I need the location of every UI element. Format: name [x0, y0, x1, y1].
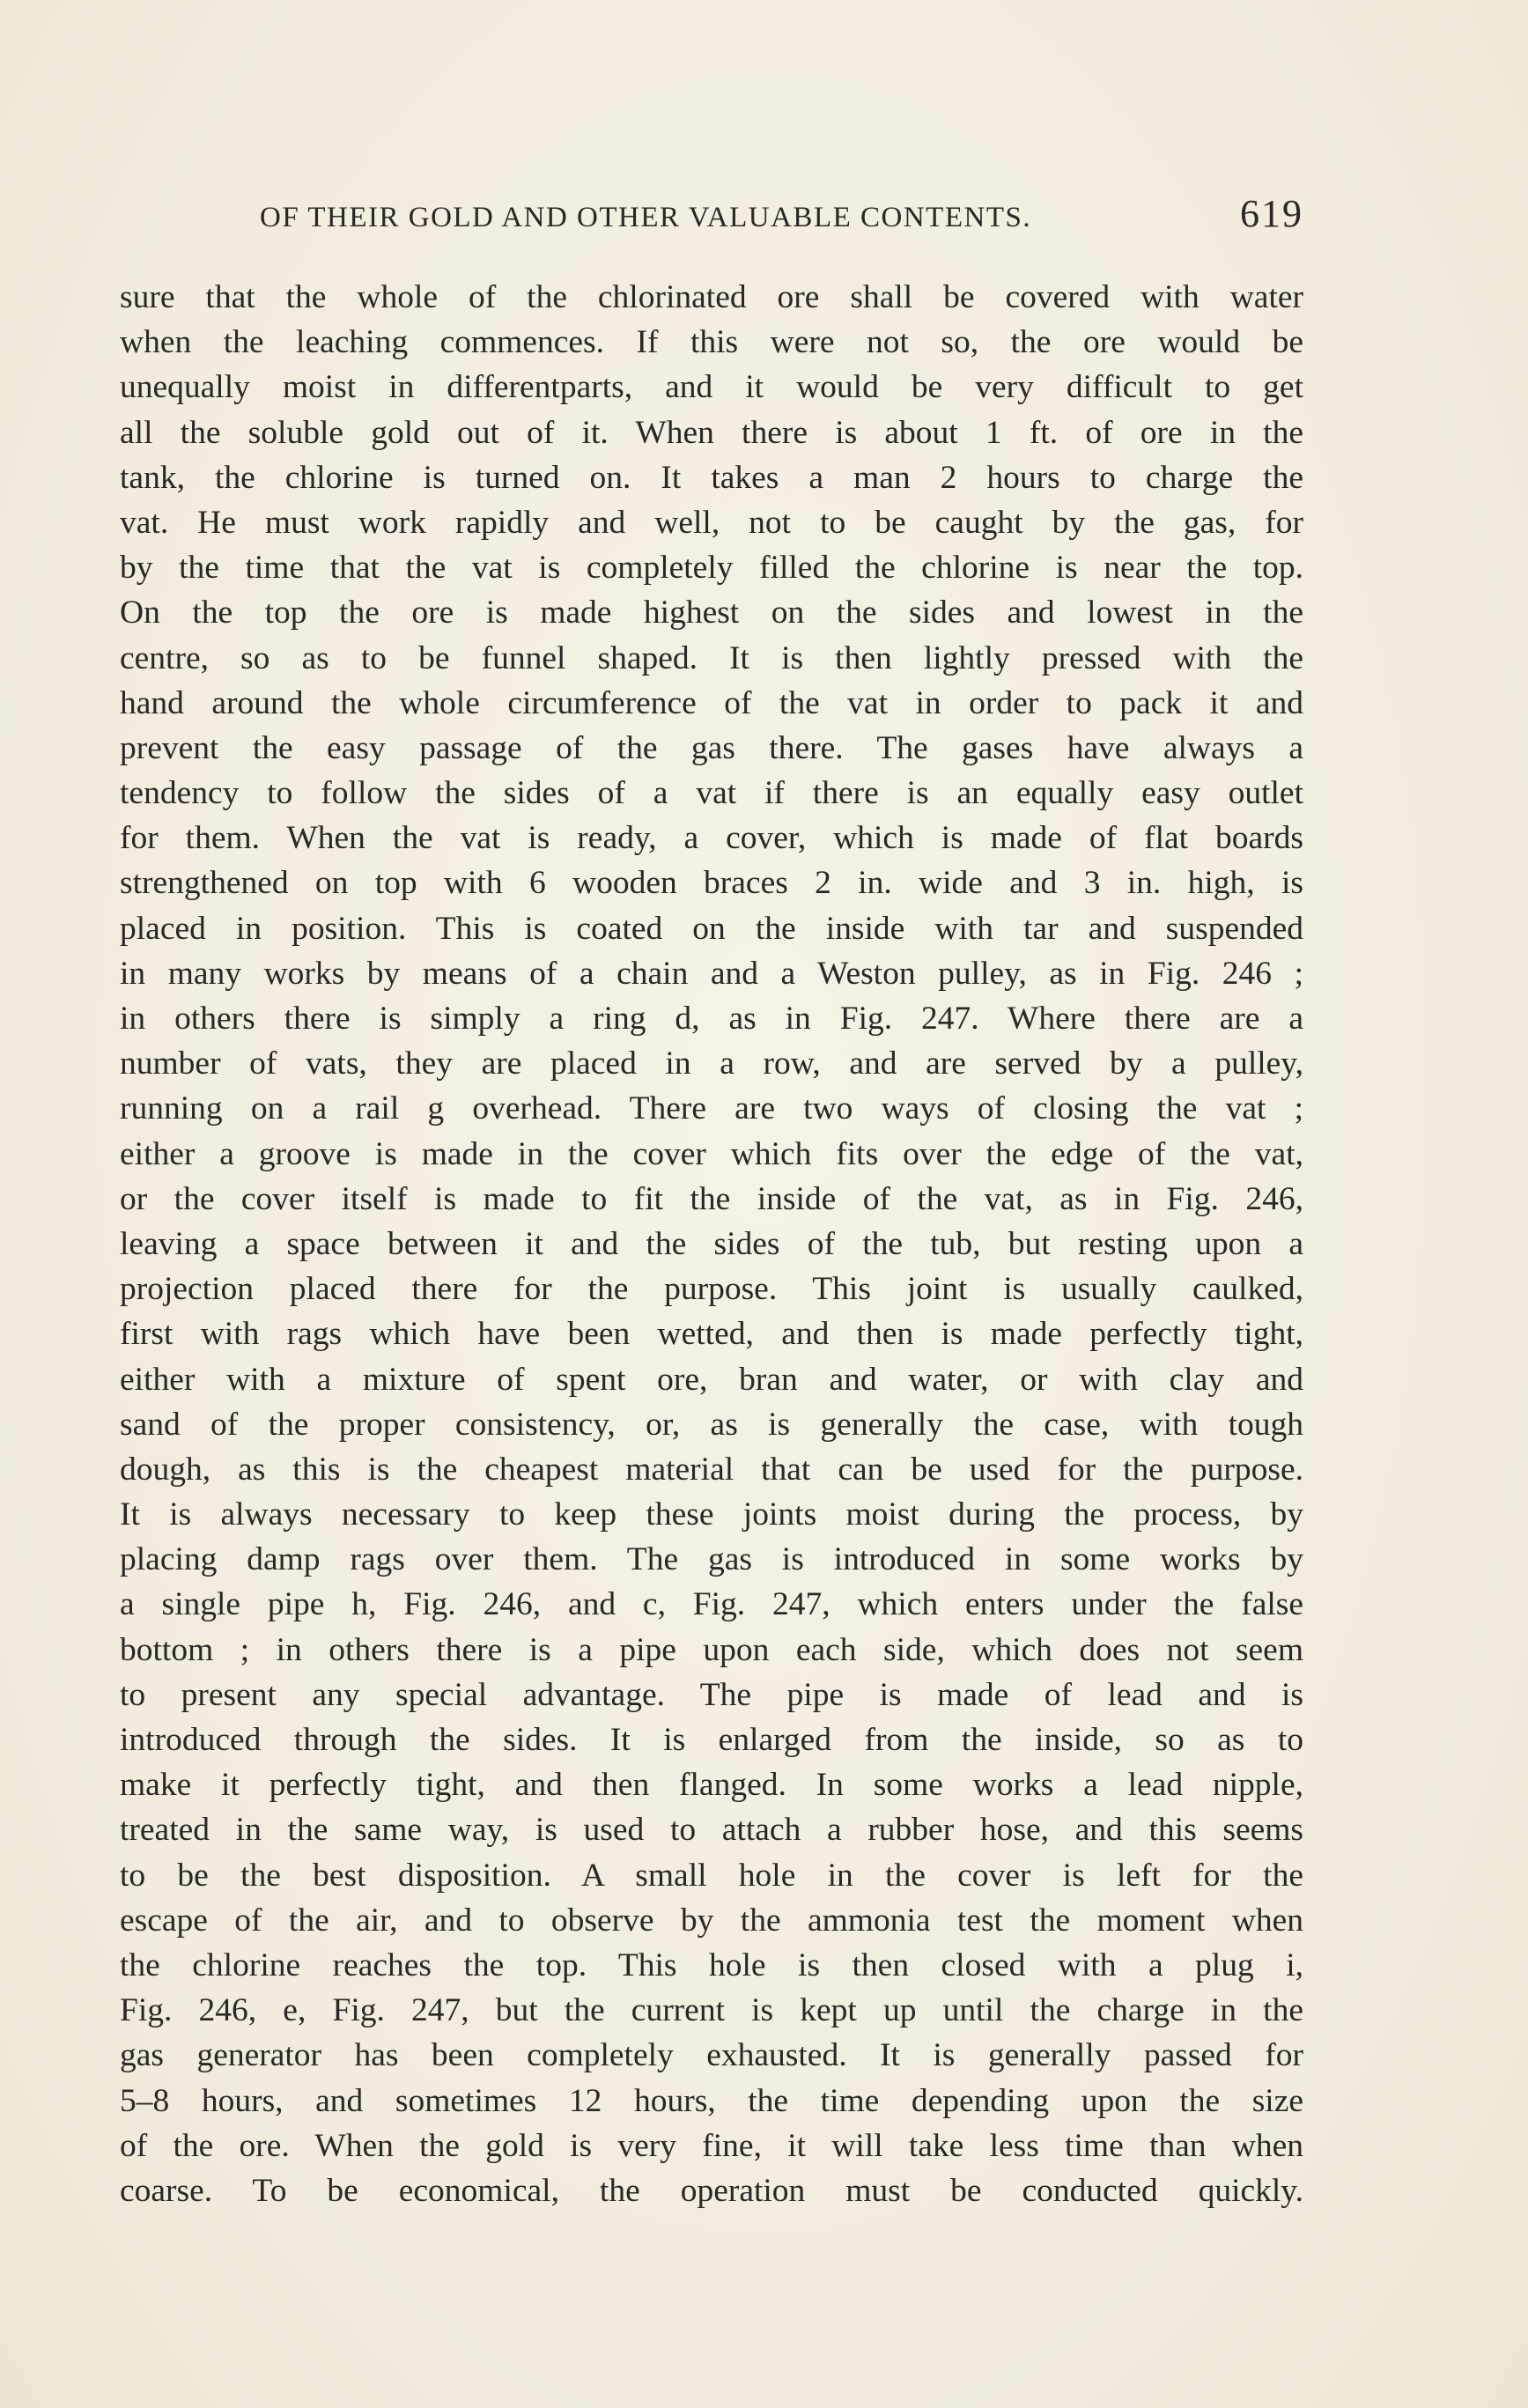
- page-number: 619: [1240, 192, 1303, 235]
- text-line: in others there is simply a ring d, as in Fig. 247. Where there are a: [120, 1001, 1303, 1037]
- text-line: coarse. To be economical, the operation must be conducted quickly.: [120, 2172, 1303, 2209]
- text-line: vat. He must work rapidly and well, not to be caught by the gas, for: [120, 504, 1303, 541]
- text-line: running on a rail g overhead. There are two ways of closing the vat ;: [120, 1090, 1303, 1127]
- text-line: introduced through the sides. It is enlarged from the inside, so as to: [120, 1722, 1303, 1758]
- text-line: treated in the same way, is used to attach a rubber hose, and this seems: [120, 1812, 1303, 1849]
- text-line: in many works by means of a chain and a Weston pulley, as in Fig. 246 ;: [120, 955, 1303, 992]
- text-line: a single pipe h, Fig. 246, and c, Fig. 247, which enters under the false: [120, 1586, 1303, 1623]
- text-line: It is always necessary to keep these joints moist during the process, by: [120, 1496, 1303, 1533]
- text-line: for them. When the vat is ready, a cover, which is made of flat boards: [120, 820, 1303, 857]
- text-line: all the soluble gold out of it. When there is about 1 ft. of ore in the: [120, 414, 1303, 451]
- text-line: gas generator has been completely exhausted. It is generally passed for: [120, 2037, 1303, 2074]
- text-line: make it perfectly tight, and then flanged. In some works a lead nipple,: [120, 1767, 1303, 1804]
- text-line: either a groove is made in the cover which fits over the edge of the vat,: [120, 1135, 1303, 1172]
- text-line: 5–8 hours, and sometimes 12 hours, the time depending upon the size: [120, 2082, 1303, 2119]
- text-line: when the leaching commences. If this were not so, the ore would be: [120, 324, 1303, 361]
- text-line: leaving a space between it and the sides of the tub, but resting upon a: [120, 1225, 1303, 1262]
- text-line: number of vats, they are placed in a row, and are served by a pulley,: [120, 1045, 1303, 1082]
- text-line: either with a mixture of spent ore, bran and water, or with clay and: [120, 1361, 1303, 1398]
- text-line: prevent the easy passage of the gas there. The gases have always a: [120, 729, 1303, 766]
- text-line: Fig. 246, e, Fig. 247, but the current is kept up until the charge in the: [120, 1992, 1303, 2029]
- text-line: strengthened on top with 6 wooden braces 2 in. wide and 3 in. high, is: [120, 865, 1303, 902]
- text-line: escape of the air, and to observe by the ammonia test the moment when: [120, 1902, 1303, 1939]
- text-line: the chlorine reaches the top. This hole is then closed with a plug i,: [120, 1946, 1303, 1983]
- text-line: sure that the whole of the chlorinated ore shall be covered with water: [120, 279, 1303, 315]
- text-line: or the cover itself is made to fit the inside of the vat, as in Fig. 246,: [120, 1180, 1303, 1217]
- running-title: OF THEIR GOLD AND OTHER VALUABLE CONTENTS.: [260, 202, 1032, 233]
- text-line: placing damp rags over them. The gas is introduced in some works by: [120, 1541, 1303, 1578]
- text-line: first with rags which have been wetted, and then is made perfectly tight,: [120, 1316, 1303, 1353]
- text-line: to present any special advantage. The pipe is made of lead and is: [120, 1676, 1303, 1713]
- text-line: sand of the proper consistency, or, as is generally the case, with tough: [120, 1406, 1303, 1443]
- body-text: [120, 275, 1303, 2213]
- text-line: tendency to follow the sides of a vat if there is an equally easy outlet: [120, 775, 1303, 812]
- text-line: bottom ; in others there is a pipe upon each side, which does not seem: [120, 1631, 1303, 1668]
- text-line: of the ore. When the gold is very fine, it will take less time than when: [120, 2127, 1303, 2164]
- text-line: dough, as this is the cheapest material that can be used for the purpose.: [120, 1451, 1303, 1488]
- text-line: to be the best disposition. A small hole in the cover is left for the: [120, 1857, 1303, 1894]
- text-line: unequally moist in differentparts, and it would be very difficult to get: [120, 369, 1303, 406]
- text-line: hand around the whole circumference of the vat in order to pack it and: [120, 684, 1303, 721]
- text-line: by the time that the vat is completely filled the chlorine is near the top.: [120, 550, 1303, 587]
- text-line: centre, so as to be funnel shaped. It is then lightly pressed with the: [120, 639, 1303, 676]
- text-line: tank, the chlorine is turned on. It takes a man 2 hours to charge the: [120, 459, 1303, 496]
- running-head: [260, 192, 1303, 240]
- text-line: On the top the ore is made highest on the sides and lowest in the: [120, 595, 1303, 632]
- text-line: projection placed there for the purpose. This joint is usually caulked,: [120, 1271, 1303, 1308]
- text-line: placed in position. This is coated on the inside with tar and suspended: [120, 910, 1303, 947]
